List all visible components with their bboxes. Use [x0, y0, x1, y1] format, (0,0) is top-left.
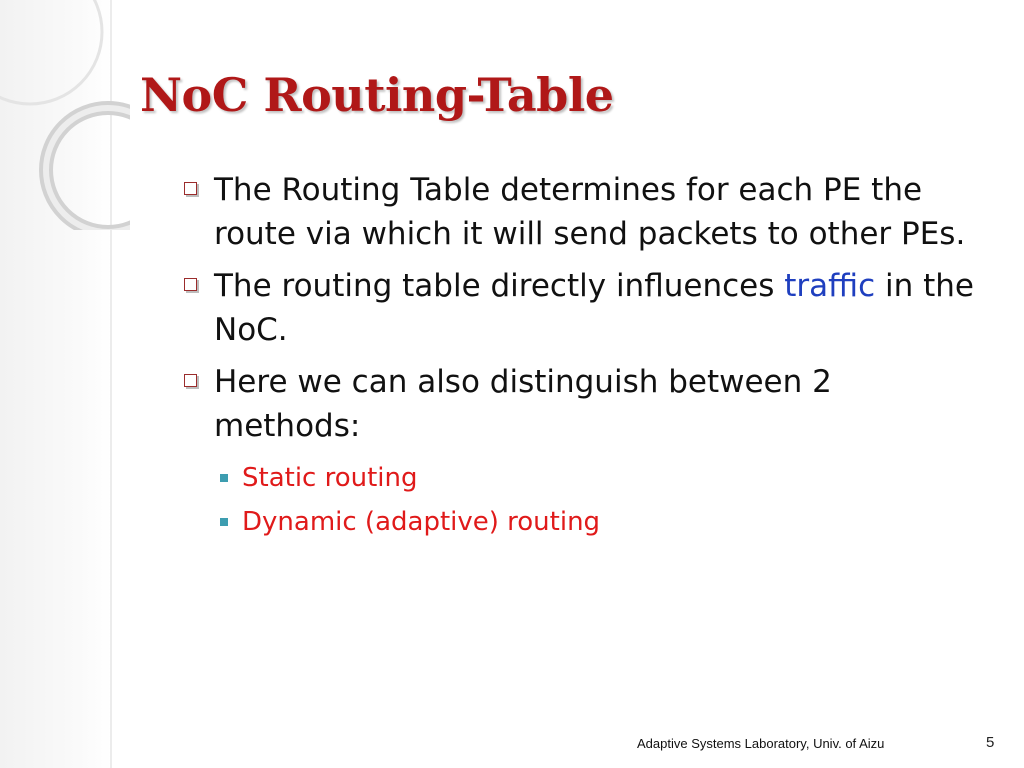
bullet-text: in the NoC.	[214, 268, 974, 348]
footer-text: Adaptive Systems Laboratory, Univ. of Aizu	[637, 736, 885, 751]
slide-title: NoC Routing-Table	[140, 68, 614, 122]
square-bullet-icon	[220, 518, 228, 526]
bullet-item	[184, 264, 974, 352]
bullet-highlight: traffic	[784, 268, 876, 304]
sub-bullet-item	[184, 456, 974, 500]
sub-bullet-text: Static routing	[242, 463, 418, 493]
bullet-text: The Routing Table determines for each PE the route via which it will send packets to other PEs.	[214, 172, 966, 252]
slide-content	[184, 168, 974, 544]
bullet-text: The routing table directly influences	[214, 268, 785, 304]
square-bullet-icon	[220, 474, 228, 482]
bullet-item	[184, 168, 974, 256]
sub-bullet-item	[184, 500, 974, 544]
sub-bullet-text: Dynamic (adaptive) routing	[242, 507, 601, 537]
checkbox-bullet-icon	[184, 374, 197, 387]
page-number: 5	[986, 734, 995, 751]
checkbox-bullet-icon	[184, 182, 197, 195]
checkbox-bullet-icon	[184, 278, 197, 291]
decorative-circles	[0, 0, 130, 230]
bullet-item	[184, 360, 974, 448]
bullet-text: Here we can also distinguish between 2 methods:	[214, 364, 832, 444]
